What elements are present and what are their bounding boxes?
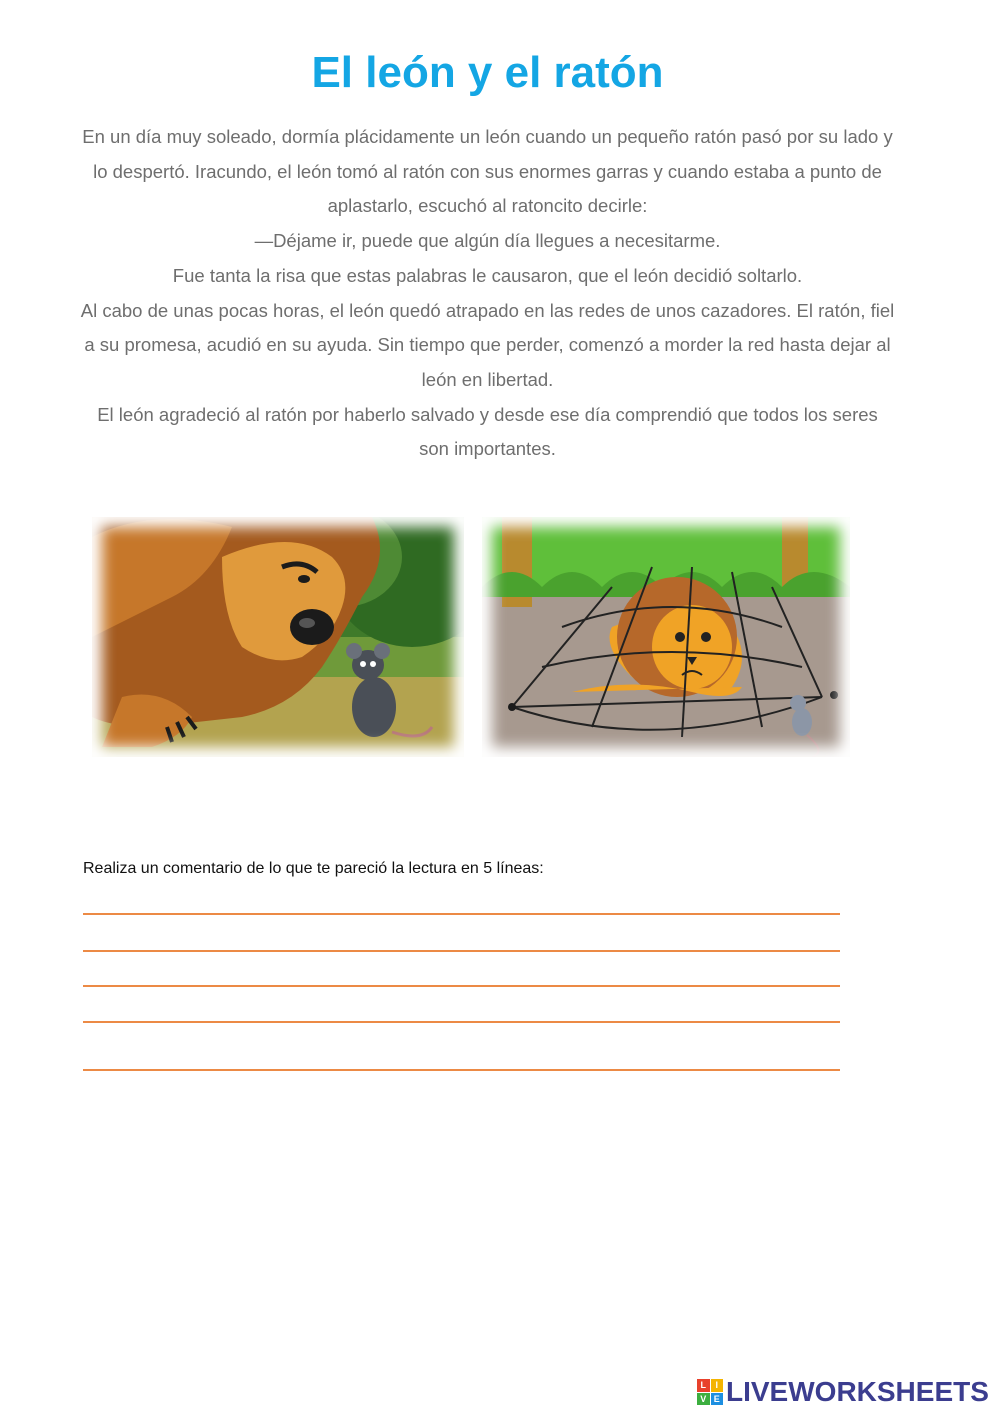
logo-letter: L xyxy=(697,1379,710,1392)
answer-field-1[interactable] xyxy=(83,884,844,914)
answer-field-5[interactable] xyxy=(83,1040,844,1070)
story-paragraph: —Déjame ir, puede que algún día llegues a necesitarme. xyxy=(254,230,721,252)
liveworksheets-logo[interactable] xyxy=(697,1374,989,1410)
liveworksheets-logo-icon xyxy=(697,1379,723,1405)
story-paragraph: Al cabo de unas pocas horas, el león quedó atrapado en las redes de unos cazadores. El ratón, fiel a su promesa, acudió en su ayuda. Sin tiempo que perder, comenzó a morder la red hasta dejar al león en libertad. xyxy=(80,299,895,390)
logo-letter: I xyxy=(711,1379,724,1392)
lion-and-mouse-illustration xyxy=(92,517,464,757)
answer-field-4[interactable] xyxy=(83,992,844,1022)
worksheet-title: El león y el ratón xyxy=(311,48,664,97)
story-paragraph: En un día muy soleado, dormía plácidamente un león cuando un pequeño ratón pasó por su lado y lo despertó. Iracundo, el león tomó al ratón con sus enormes garras y cuando estaba a punto de aplastarlo, escuchó al ratoncito decirle: xyxy=(82,126,893,217)
lion-net-drawing xyxy=(482,517,850,757)
lion-mouse-drawing xyxy=(92,517,464,757)
lion-in-net-illustration xyxy=(482,517,850,757)
comment-prompt: Realiza un comentario de lo que te pareció la lectura en 5 líneas: xyxy=(83,860,544,877)
story-paragraph: El león agradeció al ratón por haberlo salvado y desde ese día comprendió que todos los seres son importantes. xyxy=(97,403,878,460)
logo-letter: E xyxy=(711,1393,724,1406)
brand-name: LIVEWORKSHEETS xyxy=(726,1376,989,1407)
story-paragraph: Fue tanta la risa que estas palabras le causaron, que el león decidió soltarlo. xyxy=(172,264,803,286)
logo-letter: V xyxy=(697,1393,710,1406)
answer-field-2[interactable] xyxy=(83,921,844,951)
answer-field-3[interactable] xyxy=(83,956,844,986)
story-text xyxy=(80,120,895,467)
